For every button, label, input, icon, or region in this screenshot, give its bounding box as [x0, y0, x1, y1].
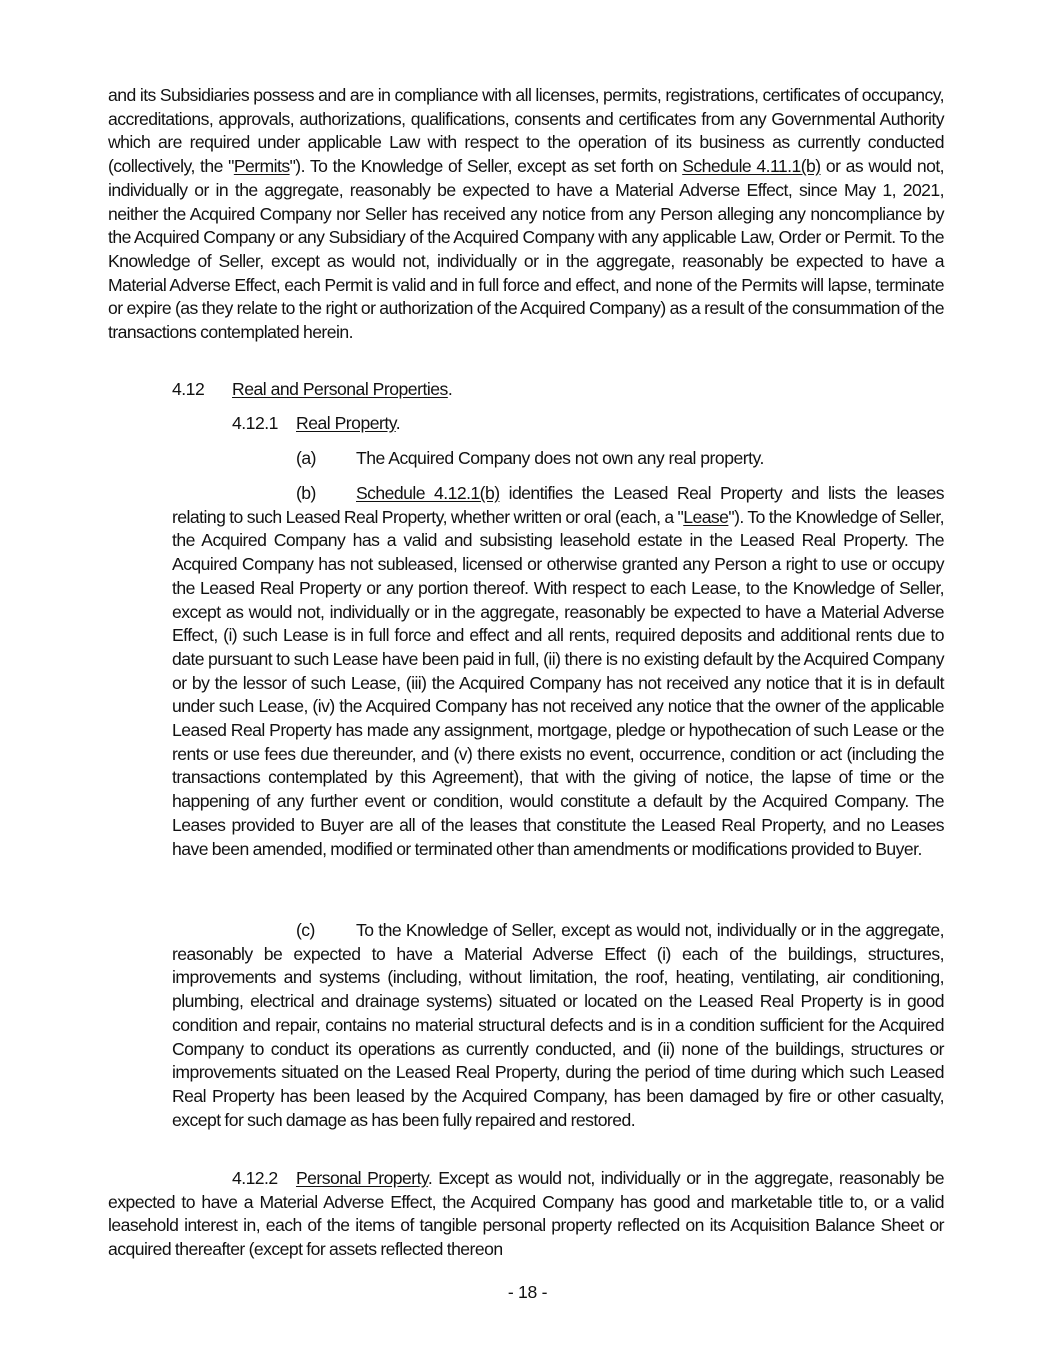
indent — [108, 1168, 232, 1188]
defined-term-permits: Permits — [233, 156, 290, 177]
section-title-suffix: . — [447, 379, 453, 399]
indent — [172, 920, 296, 940]
section-title-suffix: . — [395, 413, 401, 433]
section-title: Real Property — [296, 413, 396, 433]
item-b-paragraph — [172, 482, 944, 861]
section-number: 4.12 — [172, 379, 205, 399]
section-heading-4-12 — [172, 378, 452, 402]
item-label: (b) — [296, 483, 316, 503]
section-4-12-2-paragraph — [108, 1167, 944, 1262]
item-c-paragraph — [172, 919, 944, 1132]
paragraph-text: and its Subsidiaries possess and are in compliance with all licenses, permits, registrations, certificates of occupancy, accreditations, approvals, authorizations, qualifications, consents and certificates from any Governmental Authority which are required under applicable Law with respect to the operation of its business as currently conducted (collectively, the " — [108, 85, 944, 177]
defined-term-lease: Lease — [683, 506, 729, 527]
indent — [172, 483, 296, 503]
item-text: identifies the Leased Real Property and lists the leases relating to such Leased Real Property, whether written or oral (each, a " — [172, 483, 945, 527]
paragraph-text: "). To the Knowledge of Seller, except as set forth on — [289, 156, 683, 177]
section-title: Real and Personal Properties — [232, 379, 448, 399]
section-text: . Except as would not, individually or in the aggregate, reasonably be expected to have a Material Adverse Effect, the Acquired Company has good and marketable title to, or a valid leasehold interest in, each of the items of tangible personal property reflected on its Acquisition Balance Sheet or acquired thereafter (except for assets reflected thereon — [108, 1168, 944, 1260]
item-label: (c) — [296, 920, 315, 940]
item-text: The Acquired Company does not own any real property. — [356, 448, 764, 468]
page-number: - 18 - — [507, 1282, 548, 1302]
section-title: Personal Property — [296, 1168, 428, 1188]
item-text: To the Knowledge of Seller, except as would not, individually or in the aggregate, reasonably be expected to have a Material Adverse Effect (i) each of the buildings, structures, improvements and systems (including, without limitation, the roof, heating, ventilating, air conditioning, plumbing, electrical and drainage systems) situated or located on the Leased Real Property is in good condition and repair, contains no material structural defects and is in a condition sufficient for the Acquired Company to conduct its operations as currently conducted, and (ii) none of the buildings, structures or improvements situated on the Leased Real Property, during the period of time during which such Leased Real Property has been leased by the Acquired Company, has been damaged by fire or other casualty, except for such damage as has been fully repaired and restored. — [172, 920, 944, 1130]
section-number: 4.12.2 — [232, 1168, 278, 1188]
schedule-reference-link: Schedule 4.11.1(b) — [682, 156, 821, 177]
schedule-reference-link: Schedule 4.12.1(b) — [356, 483, 500, 503]
paragraph-4-11-continuation — [108, 84, 944, 345]
item-a — [296, 447, 764, 471]
item-text: "). To the Knowledge of Seller, the Acquired Company has a valid and subsisting leasehold estate in the Leased Real Property. The Acquired Company has not subleased, licensed or otherwise granted any Person a right to use or occupy the Leased Real Property or any portion thereof. With respect to each Lease, to the Knowledge of Seller, except as would not, individually or in the aggregate, reasonably be expected to have a Material Adverse Effect, (i) such Lease is in full force and effect and all rents, required deposits and additional rents due to date pursuant to such Lease have been paid in full, (ii) there is no existing default by the Acquired Company or by the lessor of such Lease, (iii) the Acquired Company has not received any notice that it is in default under such Lease, (iv) the Acquired Company has not received any notice that the owner of the applicable Leased Real Property has made any assignment, mortgage, pledge or hypothecation of such Lease or the rents or use fees due thereunder, and (v) there exists no event, occurrence, condition or act (including the transactions contemplated by this Agreement), that with the giving of notice, the lapse of time or the happening of any further event or condition, would constitute a default by the Acquired Company. The Leases provided to Buyer are all of the leases that constitute the Leased Real Property, and no Leases have been amended, modified or terminated other than amendments or modifications provided to Buyer. — [172, 506, 944, 859]
paragraph-text: or as would not, individually or in the aggregate, reasonably be expected to have a Material Adverse Effect, since May 1, 2021, neither the Acquired Company nor Seller has received any notice from any Person alleging any noncompliance by the Acquired Company or any Subsidiary of the Acquired Company with any applicable Law, Order or Permit. To the Knowledge of Seller, except as would not, individually or in the aggregate, reasonably be expected to have a Material Adverse Effect, each Permit is valid and in full force and effect, and none of the Permits will lapse, terminate or expire (as they relate to the right or authorization of the Acquired Company) as a result of the consummation of the transactions contemplated herein. — [108, 156, 944, 343]
section-heading-4-12-1 — [232, 412, 400, 436]
item-label: (a) — [296, 448, 317, 468]
section-number: 4.12.1 — [232, 413, 278, 433]
